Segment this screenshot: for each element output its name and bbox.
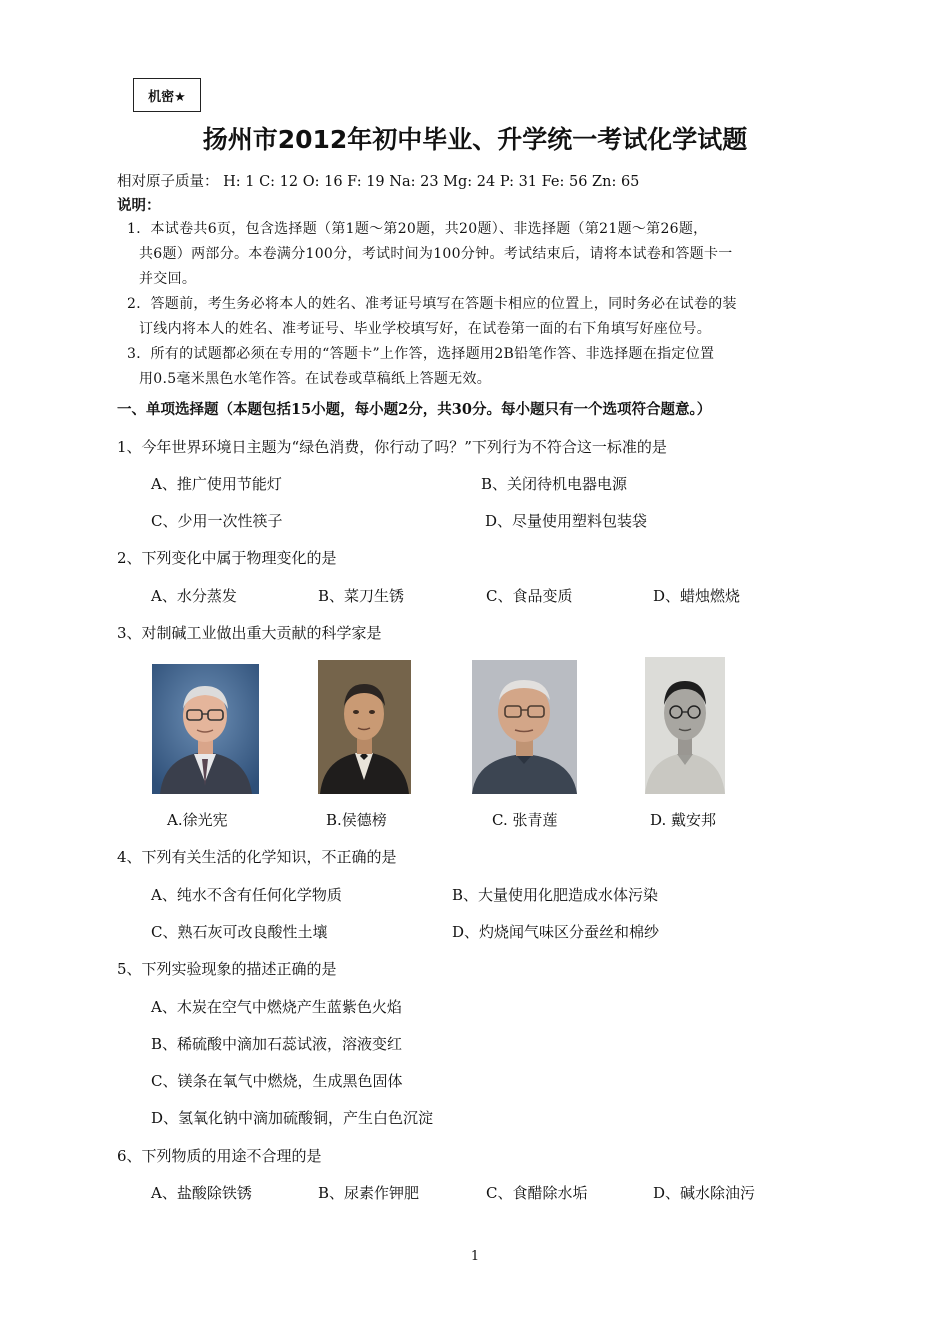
option-c: C. 张青莲 xyxy=(492,811,558,829)
question-stem: 5、下列实验现象的描述正确的是 xyxy=(117,960,337,978)
option-a: A、盐酸除铁锈 xyxy=(151,1184,252,1202)
option-b: B、菜刀生锈 xyxy=(318,587,405,605)
option-d: D. 戴安邦 xyxy=(650,811,717,829)
photo-xu-guangxian xyxy=(152,664,259,794)
question-stem: 1、今年世界环境日主题为“绿色消费，你行动了吗？”下列行为不符合这一标准的是 xyxy=(117,438,667,456)
option-b: B.侯德榜 xyxy=(326,811,387,829)
question-stem: 3、对制碱工业做出重大贡献的科学家是 xyxy=(117,624,382,642)
option-c: C、熟石灰可改良酸性土壤 xyxy=(151,923,328,941)
option-b: B、大量使用化肥造成水体污染 xyxy=(452,886,659,904)
option-a: A.徐光宪 xyxy=(167,811,228,829)
option-a: A、水分蒸发 xyxy=(151,587,237,605)
note-line: 1．本试卷共6页，包含选择题（第1题～第20题，共20题）、非选择题（第21题～第26题， xyxy=(127,221,708,237)
option-c: C、少用一次性筷子 xyxy=(151,512,283,530)
photo-dai-anbang xyxy=(645,657,725,794)
option-b: B、尿素作钾肥 xyxy=(318,1184,420,1202)
notes-heading: 说明： xyxy=(117,197,161,214)
option-a: A、木炭在空气中燃烧产生蓝紫色火焰 xyxy=(151,998,402,1016)
note-line: 订线内将本人的姓名、准考证号、毕业学校填写好，在试卷第一面的右下角填写好座位号。 xyxy=(139,321,711,337)
option-d: D、碱水除油污 xyxy=(653,1184,756,1202)
option-c: C、镁条在氧气中燃烧，生成黑色固体 xyxy=(151,1072,403,1090)
note-line: 2．答题前，考生务必将本人的姓名、准考证号填写在答题卡相应的位置上，同时务必在试卷的装 xyxy=(127,296,737,312)
exam-title: 扬州市2012年初中毕业、升学统一考试化学试题 xyxy=(202,125,748,154)
note-line: 并交回。 xyxy=(139,271,197,287)
option-a: A、纯水不含有任何化学物质 xyxy=(151,886,342,904)
question-stem: 4、下列有关生活的化学知识，不正确的是 xyxy=(117,848,397,866)
atomic-masses: 相对原子质量： H: 1 C: 12 O: 16 F: 19 Na: 23 Mg: 24 P: 31 Fe: 56 Zn: 65 xyxy=(117,174,640,190)
question-stem: 2、下列变化中属于物理变化的是 xyxy=(117,549,337,567)
option-b: B、稀硫酸中滴加石蕊试液，溶液变红 xyxy=(151,1035,403,1053)
page-number: 1 xyxy=(470,1249,480,1264)
photo-zhang-qinglian xyxy=(472,660,577,794)
option-d: D、蜡烛燃烧 xyxy=(653,587,741,605)
note-line: 共6题）两部分。本卷满分100分，考试时间为100分钟。考试结束后，请将本试卷和答题卡一 xyxy=(139,246,733,262)
note-line: 3．所有的试题都必须在专用的“答题卡”上作答，选择题用2B铅笔作答、非选择题在指定位置 xyxy=(127,346,715,362)
photo-hou-debang xyxy=(318,660,411,794)
option-b: B、关闭待机电器电源 xyxy=(481,475,628,493)
option-d: D、尽量使用塑料包装袋 xyxy=(485,512,648,530)
option-c: C、食醋除水垢 xyxy=(486,1184,588,1202)
confidential-label: 机密★ xyxy=(133,78,201,112)
question-stem: 6、下列物质的用途不合理的是 xyxy=(117,1147,322,1165)
option-a: A、推广使用节能灯 xyxy=(151,475,282,493)
section-heading: 一、单项选择题（本题包括15小题，每小题2分，共30分。每小题只有一个选项符合题意。） xyxy=(117,401,712,418)
option-c: C、食品变质 xyxy=(486,587,573,605)
option-d: D、灼烧闻气味区分蚕丝和棉纱 xyxy=(452,923,660,941)
option-d: D、氢氧化钠中滴加硫酸铜，产生白色沉淀 xyxy=(151,1109,434,1127)
note-line: 用0.5毫米黑色水笔作答。在试卷或草稿纸上答题无效。 xyxy=(139,371,492,387)
